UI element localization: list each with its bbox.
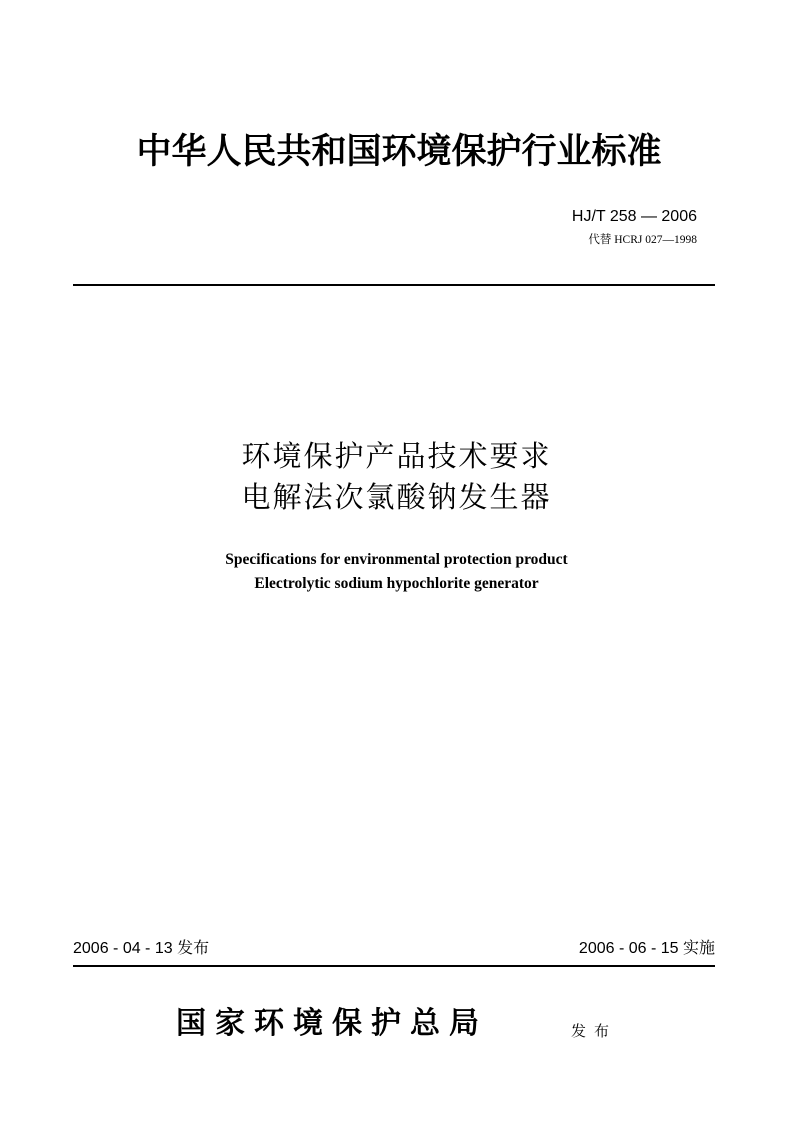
chinese-title-line-1: 环境保护产品技术要求: [241, 439, 552, 473]
replaced-standard-number: 代替 HCRJ 027—1998: [588, 234, 697, 246]
footer-divider: [73, 965, 715, 967]
english-title-line-1: Specifications for environmental protection product: [225, 551, 568, 568]
issue-date: 2006 - 04 - 13 发布: [73, 940, 210, 957]
english-title-line-2: Electrolytic sodium hypochlorite generator: [254, 575, 539, 592]
standard-category-title: 中华人民共和国环境保护行业标准: [136, 131, 662, 172]
implementation-date: 2006 - 06 - 15 实施: [578, 940, 715, 957]
issuing-authority: 国家环境保护总局: [176, 1006, 488, 1041]
issuing-label: 发布: [571, 1022, 618, 1040]
chinese-title-line-2: 电解法次氯酸钠发生器: [241, 480, 552, 514]
header-divider: [73, 284, 715, 286]
standard-number: HJ/T 258 — 2006: [571, 208, 697, 225]
